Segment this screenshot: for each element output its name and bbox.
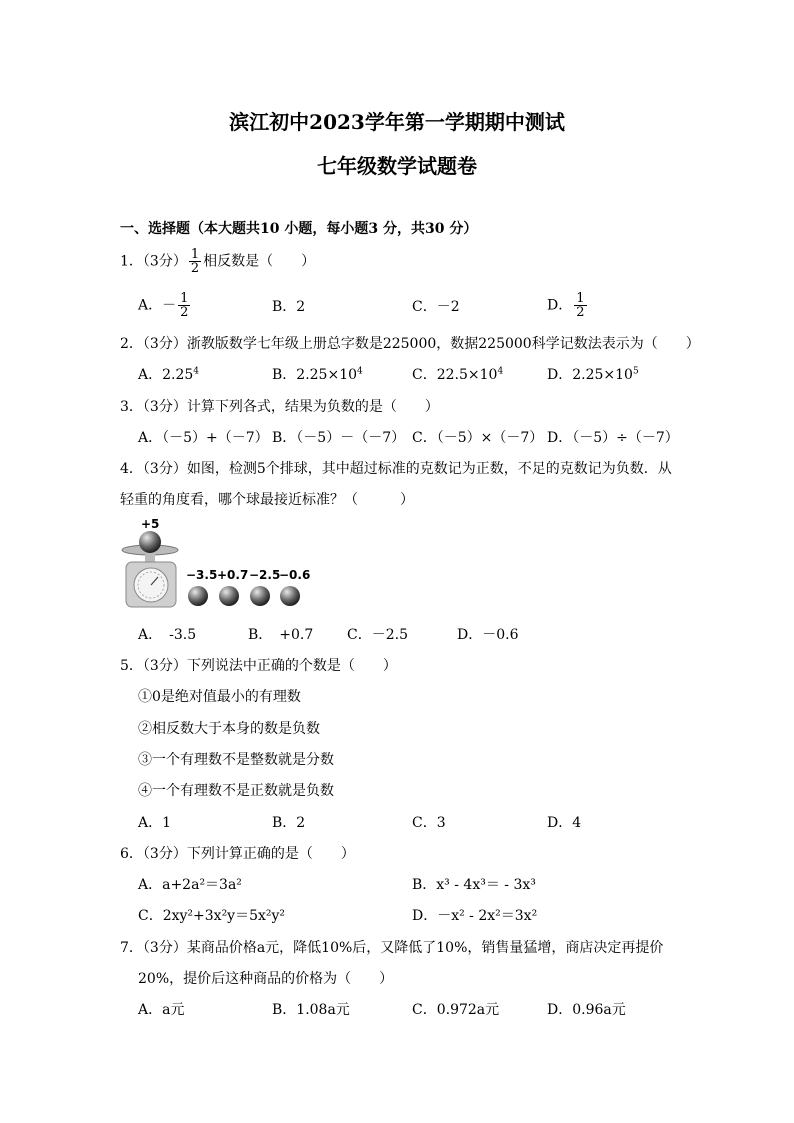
q4-option-d: D．－0.6 [457,627,519,643]
scale-label: +5 [141,517,160,531]
statement-1: ①0是绝对值最小的有理数 [138,689,301,705]
q1-option-c: C．－2 [412,299,460,315]
scale-icon [122,531,178,607]
ball-label-4: −0.6 [279,568,311,582]
question-7-line-1: 7．（3分）某商品价格a元，降低10%后，又降低了10%，销售量猛增，商店决定再提价 [120,940,664,956]
q4-option-a: A． -3.5 [138,627,197,643]
question-1-prefix: 1．（3分） [120,253,187,270]
q7-option-a: A．a元 [138,1002,185,1018]
statement-2: ②相反数大于本身的数是负数 [138,721,320,737]
question-1 [120,248,315,275]
ball-icon-4 [280,586,300,606]
q7-option-b: B．1.08a元 [272,1002,350,1018]
q5-option-a: A．1 [138,815,172,831]
q1-option-b: B．2 [272,299,306,315]
q5-option-d: D．4 [547,815,582,831]
q4-option-c: C．－2.5 [347,627,408,643]
question-1-text: 相反数是（ ） [203,253,316,270]
q2-option-b: B．$2.25\times 10^4$ [272,366,363,383]
q4-option-b: B． +0.7 [248,627,314,643]
q6-option-a: A．a+2a²＝3a² [138,877,242,893]
q6-option-c: C．2xy²+3x²y＝5x²y² [138,908,286,924]
section-heading: 一、选择题（本大题共10 小题，每小题3 分，共30 分） [120,221,478,237]
q2-option-c: C．$22.5\times 10^4$ [412,366,504,383]
statement-4: ④一个有理数不是正数就是负数 [138,783,334,799]
question-6: 6．（3分）下列计算正确的是（ ） [120,846,355,862]
q3-option-b: B．（－5）－（－7） [272,430,406,446]
ball-icon-2 [219,586,239,606]
q7-option-d: D．0.96a元 [547,1002,626,1018]
q5-option-b: B．2 [272,815,306,831]
q2-option-d: D．$2.25\times 10^5$ [547,366,639,383]
question-5: 5．（3分）下列说法中正确的个数是（ ） [120,658,397,674]
q3-option-d: D．（－5）÷（－7） [547,430,679,446]
q6-option-b: B．x³ - 4x³＝ - 3x³ [412,877,536,893]
question-3: 3．（3分）计算下列各式，结果为负数的是（ ） [120,399,439,415]
page-title: 滨江初中2023学年第一学期期中测试 [229,110,565,134]
ball-label-1: −3.5 [186,568,218,582]
q3-option-a: A．（－5）+（－7） [138,430,269,446]
q1-option-a: A．－ $\frac{1}{2}$ [138,291,189,320]
ball-icon-3 [250,586,270,606]
question-4-line-2: 轻重的角度看，哪个球最接近标准？（ ） [120,492,414,508]
q3-option-c: C．（－5）×（－7） [412,430,544,446]
statement-3: ③一个有理数不是整数就是分数 [138,752,334,768]
question-7-line-2: 20%，提价后这种商品的价格为（ ） [138,971,394,987]
q2-option-a: A．2.25$^4$ [138,366,200,383]
ball-icon-1 [188,586,208,606]
q6-option-d: D．－x² - 2x²＝3x² [412,908,538,924]
question-4-line-1: 4．（3分）如图，检测5个排球，其中超过标准的克数记为正数，不足的克数记为负数．从 [120,461,672,477]
q5-option-c: C．3 [412,815,446,831]
q7-option-c: C．0.972a元 [412,1002,500,1018]
ball-label-3: −2.5 [249,568,281,582]
ball-label-2: +0.7 [217,568,249,582]
question-2: 2．（3分）浙教版数学七年级上册总字数是225000，数据225000科学记数法表示为（ ） [120,336,700,352]
page-subtitle: 七年级数学试题卷 [317,154,477,178]
q1-option-d: D． $\frac{1}{2}$ [547,291,585,320]
fraction-one-half: $\frac{1}{2}$ [190,247,200,276]
